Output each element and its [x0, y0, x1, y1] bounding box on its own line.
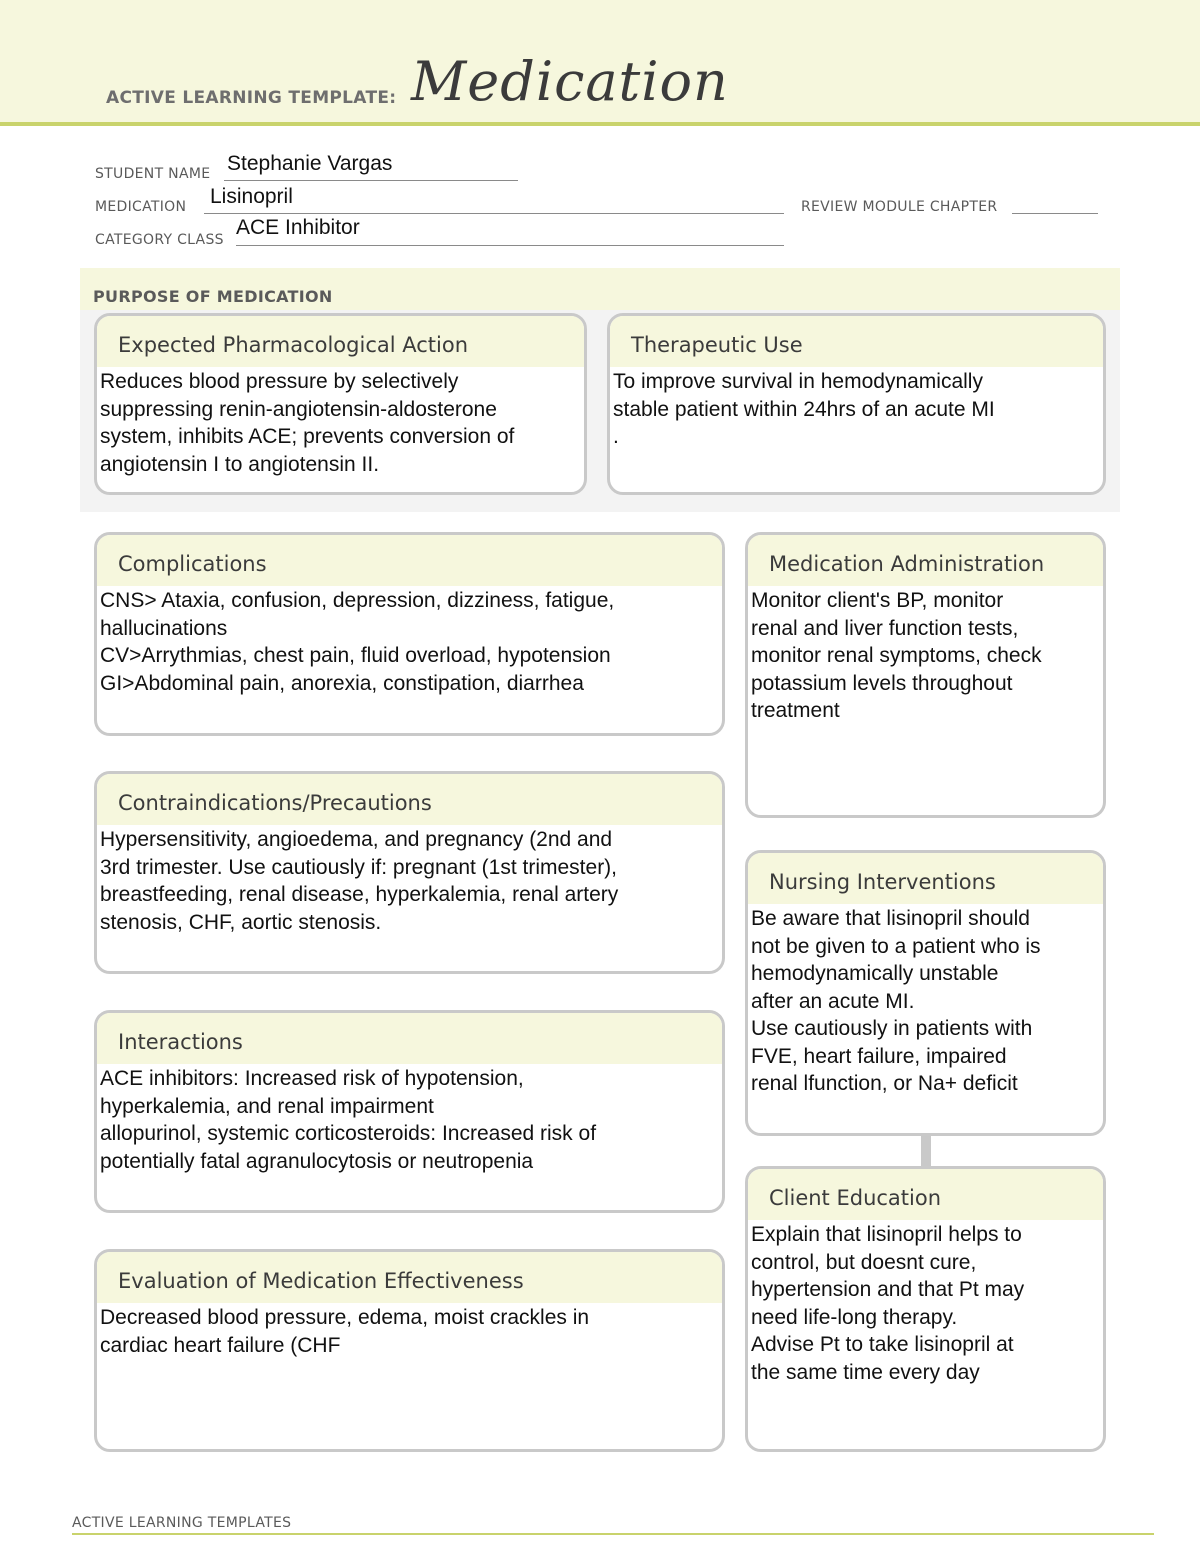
box-connector: [921, 1135, 931, 1167]
complications-box: [94, 532, 725, 736]
student-name-label: STUDENT NAME: [95, 166, 211, 182]
nursing-interventions-text[interactable]: Be aware that lisinopril should not be given to a patient who is hemodynamically unstable after an acute MI. Use cautiously in patients with FVE, heart failure, impaired renal lfunction, or Na+ deficit: [751, 907, 1041, 1095]
therapeutic-use-text[interactable]: To improve survival in hemodynamically stable patient within 24hrs of an acute MI .: [613, 370, 995, 448]
interactions-title: Interactions: [97, 1013, 722, 1064]
medication-label: MEDICATION: [95, 199, 187, 215]
medication-administration-title: Medication Administration: [748, 535, 1103, 586]
client-education-title: Client Education: [748, 1169, 1103, 1220]
medication-underline: [204, 213, 784, 214]
template-label: ACTIVE LEARNING TEMPLATE:: [106, 88, 397, 108]
evaluation-box: [94, 1249, 725, 1452]
medication-field[interactable]: Lisinopril: [210, 185, 293, 208]
header-divider: [0, 122, 1200, 126]
complications-title: Complications: [97, 535, 722, 586]
footer-label: ACTIVE LEARNING TEMPLATES: [72, 1515, 292, 1531]
nursing-interventions-title: Nursing Interventions: [748, 853, 1103, 904]
contraindications-text[interactable]: Hypersensitivity, angioedema, and pregnancy (2nd and 3rd trimester. Use cautiously if: pregnant (1st trimester), breastfeeding, renal disease, hyperkalemia, renal artery stenosis, CHF, aortic stenosis.: [100, 828, 619, 934]
medication-administration-text[interactable]: Monitor client's BP, monitor renal and liver function tests, monitor renal symptoms, check potassium levels throughout treatment: [751, 589, 1042, 722]
medication-administration-box: [745, 532, 1106, 818]
contraindications-box: [94, 771, 725, 974]
student-name-underline: [224, 180, 518, 181]
category-class-label: CATEGORY CLASS: [95, 232, 224, 248]
contraindications-title: Contraindications/Precautions: [97, 774, 722, 825]
expected-action-text[interactable]: Reduces blood pressure by selectively suppressing renin-angiotensin-aldosterone system, inhibits ACE; prevents conversion of angiotensin I to angiotensin II.: [100, 370, 515, 476]
client-education-text[interactable]: Explain that lisinopril helps to control, but doesnt cure, hypertension and that Pt may need life-long therapy. Advise Pt to take lisinopril at the same time every day: [751, 1223, 1025, 1384]
category-class-field[interactable]: ACE Inhibitor: [236, 216, 360, 239]
expected-action-box: [94, 313, 587, 495]
category-class-underline: [236, 245, 784, 246]
interactions-box: [94, 1010, 725, 1213]
student-name-field[interactable]: Stephanie Vargas: [227, 152, 393, 175]
therapeutic-use-box: [607, 313, 1106, 495]
review-module-field[interactable]: [1012, 213, 1098, 214]
review-module-label: REVIEW MODULE CHAPTER: [801, 199, 998, 215]
therapeutic-use-title: Therapeutic Use: [610, 316, 1103, 367]
footer-divider: [72, 1533, 1154, 1535]
evaluation-text[interactable]: Decreased blood pressure, edema, moist crackles in cardiac heart failure (CHF: [100, 1306, 590, 1357]
nursing-interventions-box: [745, 850, 1106, 1136]
purpose-heading: PURPOSE OF MEDICATION: [93, 287, 333, 306]
client-education-box: [745, 1166, 1106, 1452]
complications-text[interactable]: CNS> Ataxia, confusion, depression, dizziness, fatigue, hallucinations CV>Arrythmias, chest pain, fluid overload, hypotension GI>Abdominal pain, anorexia, constipation, diarrhea: [100, 589, 615, 695]
template-title: Medication: [411, 50, 729, 113]
interactions-text[interactable]: ACE inhibitors: Increased risk of hypotension, hyperkalemia, and renal impairment allopurinol, systemic corticosteroids: Increased risk of potentially fatal agranulocytosis or neutropenia: [100, 1067, 597, 1173]
expected-action-title: Expected Pharmacological Action: [97, 316, 584, 367]
evaluation-title: Evaluation of Medication Effectiveness: [97, 1252, 722, 1303]
